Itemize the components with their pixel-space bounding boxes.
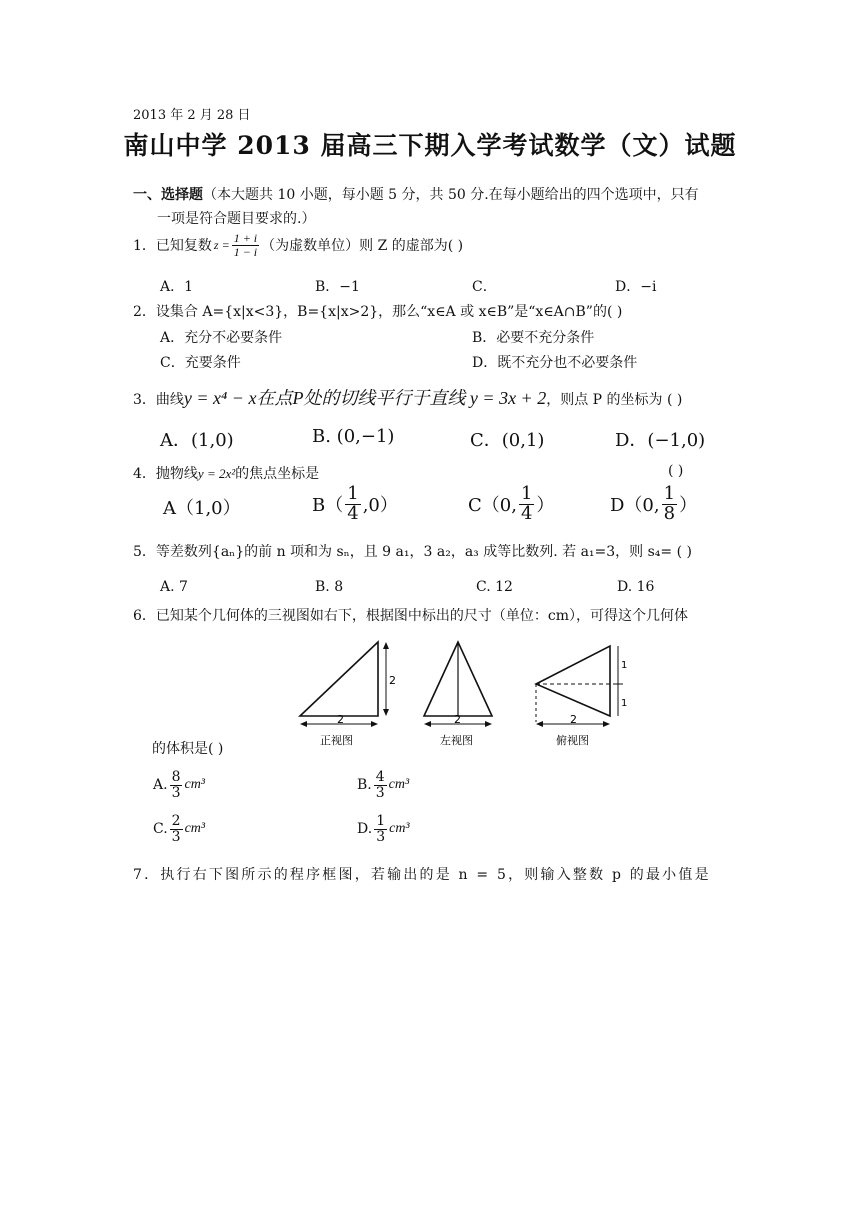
arrowhead xyxy=(485,721,492,727)
question-1 xyxy=(133,232,463,258)
question-number: 4． xyxy=(133,466,156,482)
option-d: D．(−1,0) xyxy=(615,430,706,451)
fraction-numerator: 4 xyxy=(375,769,385,785)
option-d: D．−i xyxy=(615,279,657,295)
option-fraction xyxy=(519,485,534,524)
option-b: B. 8 xyxy=(315,579,344,595)
top-view-triangle xyxy=(536,646,610,716)
section-desc-line2: 一项是符合题目要求的.） xyxy=(157,211,316,227)
view-label-top: 俯视图 xyxy=(556,734,589,747)
top-height-label-1: 1 xyxy=(621,660,628,671)
option-prefix: C. xyxy=(153,821,168,838)
option-c xyxy=(468,485,554,524)
option-prefix: B（ xyxy=(312,495,344,517)
option-d: D．既不充分也不必要条件 xyxy=(472,355,638,371)
curve-expression: y = x⁴ − x在点P处的切线平行于直线 y = 3x + 2 xyxy=(183,388,547,408)
option-a: A（1,0） xyxy=(163,498,241,519)
section-label: 一、选择题 xyxy=(133,187,203,203)
option-prefix: A. xyxy=(153,777,168,794)
fraction-numerator: 1 xyxy=(663,483,676,504)
question-6: 6．已知某个几何体的三视图如右下，根据图中标出的尺寸（单位：cm），可得这个几何体 xyxy=(133,608,689,624)
top-width-label: 2 xyxy=(570,713,577,726)
arrowhead xyxy=(603,721,610,727)
side-view xyxy=(424,642,492,747)
fraction-numerator: 1 + i xyxy=(233,231,258,245)
fraction-numerator: 1 xyxy=(520,483,533,504)
option-fraction xyxy=(345,485,360,524)
fraction-denominator: 4 xyxy=(347,502,359,524)
option-a: A．1 xyxy=(160,279,194,295)
fraction-denominator: 3 xyxy=(171,828,181,845)
option-unit: cm³ xyxy=(184,821,206,837)
option-a: A．充分不必要条件 xyxy=(160,330,283,346)
option-fraction xyxy=(374,770,387,800)
question-prefix: 抛物线 xyxy=(155,466,198,482)
question-2: 2．设集合 A={x|x<3}，B={x|x>2}，那么“x∈A 或 x∈B”是“x∈A∩B”的( ) xyxy=(133,304,623,320)
exam-date: 2013 年 2 月 28 日 xyxy=(133,108,251,123)
fraction-denominator: 3 xyxy=(375,784,385,801)
option-d xyxy=(357,814,410,844)
option-unit: cm³ xyxy=(184,777,206,793)
option-d xyxy=(610,485,697,524)
option-c: C．充要条件 xyxy=(160,355,241,371)
view-label-side: 左视图 xyxy=(440,734,473,747)
question-6-tail: 的体积是( ) xyxy=(152,741,224,757)
option-a xyxy=(153,770,205,800)
question-5: 5．等差数列{aₙ}的前 n 项和为 sₙ，且 9 a₁，3 a₂，a₃ 成等比数列. 若 a₁=3，则 s₄= ( ) xyxy=(133,544,692,560)
fraction-numerator: 8 xyxy=(171,769,181,785)
fraction-numerator: 1 xyxy=(347,483,359,504)
arrowhead xyxy=(383,642,389,649)
option-b: B．−1 xyxy=(315,279,360,295)
question-prefix: 已知复数 xyxy=(155,238,212,255)
option-c: C．(0,1) xyxy=(470,430,545,451)
side-width-label: 2 xyxy=(454,713,461,726)
arrowhead xyxy=(536,721,543,727)
option-c xyxy=(153,814,205,844)
question-prefix: 曲线 xyxy=(155,392,184,408)
option-fraction xyxy=(662,485,677,524)
option-suffix: ） xyxy=(536,495,555,517)
option-prefix: C（0, xyxy=(468,495,517,517)
option-fraction xyxy=(374,814,387,844)
option-suffix: ,0） xyxy=(362,495,398,517)
option-unit: cm³ xyxy=(388,777,410,793)
front-width-label: 2 xyxy=(337,713,344,726)
fraction-denominator: 1 − i xyxy=(233,244,258,259)
question-4 xyxy=(133,463,319,483)
option-b: B．必要不充分条件 xyxy=(472,330,595,346)
option-prefix: D. xyxy=(357,821,373,838)
option-prefix: D（0, xyxy=(610,495,660,517)
fraction-denominator: 8 xyxy=(663,502,676,524)
option-fraction xyxy=(170,770,183,800)
option-unit: cm³ xyxy=(389,821,410,837)
option-a: A．(1,0) xyxy=(160,430,234,451)
arrowhead xyxy=(383,709,389,716)
exam-title: 南山中学 2013 届高三下期入学考试数学（文）试题 xyxy=(123,131,737,160)
option-b xyxy=(357,770,409,800)
top-view xyxy=(536,646,627,747)
question-suffix: ，则点 P 的坐标为 ( ) xyxy=(546,392,683,408)
arrowhead xyxy=(424,721,431,727)
complex-fraction xyxy=(232,232,259,258)
view-label-front: 正视图 xyxy=(320,734,353,747)
option-fraction xyxy=(170,814,183,844)
question-number: 3． xyxy=(133,392,156,408)
option-d: D. 16 xyxy=(617,579,655,595)
option-c: C. 12 xyxy=(476,579,513,595)
arrowhead xyxy=(371,721,378,727)
front-view xyxy=(300,642,396,747)
parabola-equation: y = 2x² xyxy=(197,466,236,481)
question-number: 1． xyxy=(133,238,156,255)
top-height-label-2: 1 xyxy=(621,698,628,709)
option-b xyxy=(312,485,398,524)
fraction-denominator: 3 xyxy=(171,784,181,801)
complex-z: z = xyxy=(213,237,230,252)
question-7: 7．执行右下图所示的程序框图，若输出的是 n = 5，则输入整数 p 的最小值是 xyxy=(133,867,711,883)
front-height-label: 2 xyxy=(389,674,396,687)
arrowhead xyxy=(300,721,307,727)
fraction-denominator: 3 xyxy=(376,828,386,845)
section-desc-line1: （本大题共 10 小题，每小题 5 分，共 50 分.在每小题给出的四个选项中，只有 xyxy=(203,187,699,203)
fraction-numerator: 2 xyxy=(171,813,181,829)
front-view-triangle xyxy=(300,642,378,716)
fraction-numerator: 1 xyxy=(376,813,386,829)
question-3 xyxy=(133,384,682,410)
option-a: A. 7 xyxy=(160,579,188,595)
question-suffix: （为虚数单位）则 Z 的虚部为( ) xyxy=(261,238,464,255)
option-suffix: ） xyxy=(679,495,698,517)
option-c: C． xyxy=(472,279,497,295)
option-prefix: B. xyxy=(357,777,372,794)
three-view-diagram xyxy=(290,632,650,752)
section-heading xyxy=(133,184,699,204)
answer-paren: ( ) xyxy=(668,463,684,479)
option-b: B. (0,−1) xyxy=(312,426,395,447)
question-suffix: 的焦点坐标是 xyxy=(235,466,320,482)
fraction-denominator: 4 xyxy=(520,502,533,524)
